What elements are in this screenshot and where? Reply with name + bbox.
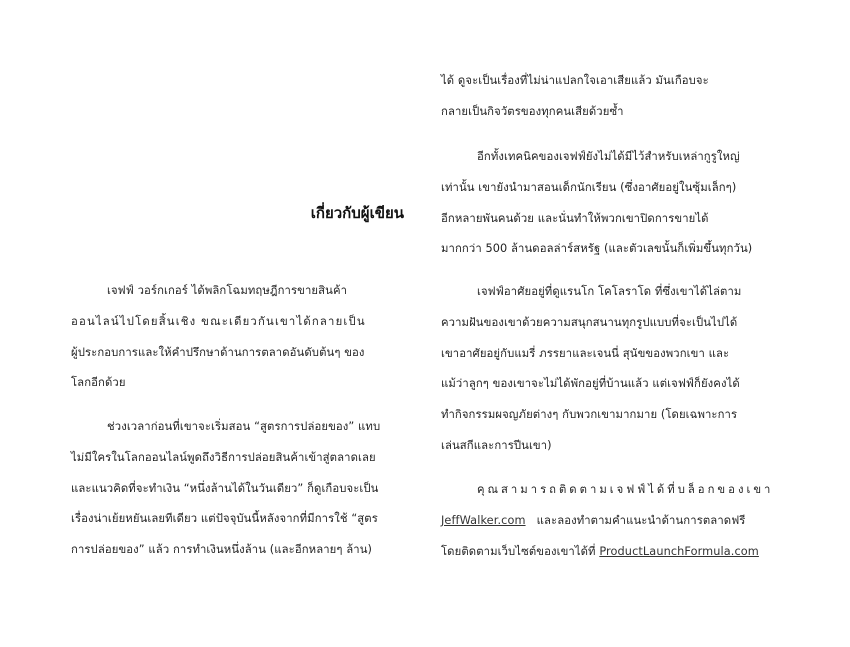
text-line: เจฟฟ์อาศัยอยู่ที่ดูแรนโก โคโลราโด ที่ซึ่งเขาได้ไล่ตาม [477,285,742,298]
text-line: โลกอีกด้วย [71,376,126,390]
text-line: ความฝันของเขาด้วยความสนุกสนานทุกรูปแบบที่จะเป็นไปได้ [441,315,738,329]
text-line: แม้ว่าลูกๆ ของเขาจะไม่ได้พักอยู่ที่บ้านแล้ว แต่เจฟฟ์ก็ยังคงได้ [441,377,740,391]
text-line: เท่านั้น เขายังนำมาสอนเด็กนักเรียน (ซึ่งอาศัยอยู่ในซุ้มเล็กๆ) [441,180,737,194]
text-line: อีกทั้งเทคนิคของเจฟฟ์ยังไม่ได้มีไว้สำหรับเหล่ากูรูใหญ่ [477,150,740,163]
text-line: โดยติดตามเว็บไซต์ของเขาได้ที่ ProductLaunchFormula.com [441,544,759,558]
text-line: อีกหลายพันคนด้วย และนั่นทำให้พวกเขาปิดการขายได้ [441,211,709,225]
text-line: ไม่มีใครในโลกออนไลน์พูดถึงวิธีการปล่อยสินค้าเข้าสู่ตลาดเลย [71,450,376,464]
text-line: JeffWalker.com และลองทำตามคำแนะนำด้านการตลาดฟรี [441,513,746,527]
right-paragraph-4 [441,475,775,567]
text-line: และแนวคิดที่จะทำเงิน “หนึ่งล้านได้ในวันเดียว” ก็ดูเกือบจะเป็น [71,481,379,495]
right-paragraph-1 [441,66,775,128]
text-line: ทำกิจกรรมผจญภัยต่างๆ กับพวกเขามากมาย (โดยเฉพาะการ [441,408,738,422]
text-line: ออนไลน์ไปโดยสิ้นเชิง ขณะเดียวกันเขาได้กลายเป็น [71,314,366,328]
left-paragraph-2 [71,412,404,566]
text-line: ผู้ประกอบการและให้คำปรึกษาด้านการตลาดอันดับต้นๆ ของ [71,345,365,359]
left-paragraph-1 [71,276,404,399]
text-line: มากกว่า 500 ล้านดอลล่าร์สหรัฐ (และตัวเลขนั้นก็เพิ่มขึ้นทุกวัน) [441,242,753,256]
right-paragraph-2 [441,142,775,265]
text-line: เรื่องน่าเย้ยหยันเลยทีเดียว แต่ปัจจุบันนี้หลังจากที่มีการใช้ “สูตร [71,512,378,526]
productlaunchformula-link[interactable]: ProductLaunchFormula.com [599,544,759,558]
text-line: การปล่อยของ” แล้ว การทำเงินหนึ่งล้าน (และอีกหลายๆ ล้าน) [71,543,373,557]
section-heading: เกี่ยวกับผู้เขียน [310,204,404,222]
text-line: เล่นสกีและการปีนเขา) [441,438,552,452]
text-line: เขาอาศัยอยู่กับแมรี่ ภรรยาและเจนนี่ สุนัขของพวกเขา และ [441,346,730,360]
text-line: ได้ ดูจะเป็นเรื่องที่ไม่น่าแปลกใจเอาเสียแล้ว มันเกือบจะ [441,74,709,87]
text-line: กลายเป็นกิจวัตรของทุกคนเสียด้วยซ้ำ [441,104,624,118]
text-line: ช่วงเวลาก่อนที่เขาจะเริ่มสอน “สูตรการปล่อยของ” แทบ [107,420,381,433]
right-paragraph-3 [441,277,775,462]
text-line: คุณสามารถติดตามเจฟฟ์ได้ที่บล็อกของเขา [477,483,774,496]
jeffwalker-link[interactable]: JeffWalker.com [441,513,526,527]
text-line: เจฟฟ์ วอร์กเกอร์ ได้พลิกโฉมทฤษฎีการขายสินค้า [107,284,348,297]
